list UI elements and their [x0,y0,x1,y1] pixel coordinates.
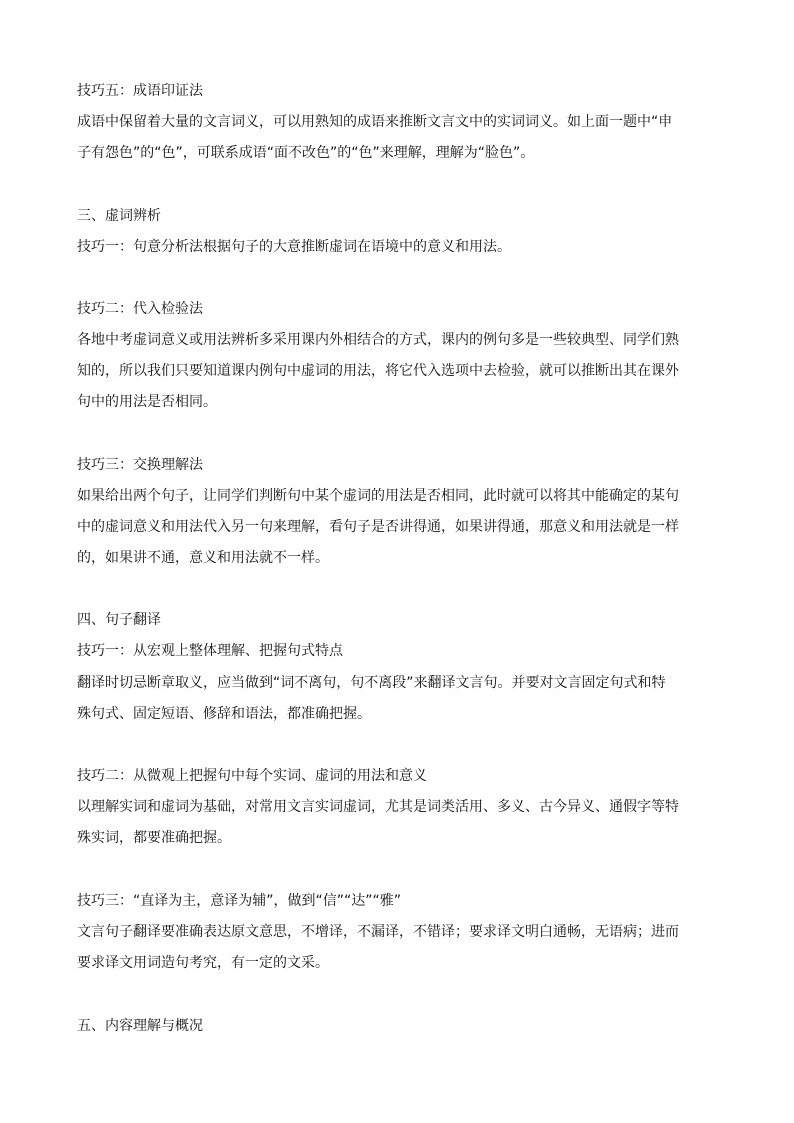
paragraph-line: 各地中考虚词意义或用法辨析多采用课内外相结合的方式，课内的例句多是一些较典型、同学们熟 [77,332,679,348]
tip3-heading: 技巧三：交换理解法 [77,457,203,473]
paragraph-line: 殊句式、固定短语、修辞和语法，都准确把握。 [77,706,371,722]
section-heading-translation: 四、句子翻译 [77,612,161,628]
paragraph-line: 殊实词，都要准确把握。 [77,830,231,846]
tip1-line: 技巧一：句意分析法根据句子的大意推断虚词在语境中的意义和用法。 [77,239,511,255]
paragraph-line: 知的，所以我们只要知道课内例句中虚词的用法，将它代入选项中去检验，就可以推断出其在课外 [77,363,679,379]
paragraph-line: 中的虚词意义和用法代入另一句来理解，看句子是否讲得通，如果讲得通，那意义和用法就是一样 [77,519,679,535]
tip2-heading: 技巧二：代入检验法 [77,301,203,317]
paragraph-line: 句中的用法是否相同。 [77,394,217,410]
paragraph-line: 成语中保留着大量的文言词义，可以用熟知的成语来推断文言文中的实词词义。如上面一题中“申 [77,114,673,130]
tip2-heading: 技巧二：从微观上把握句中每个实词、虚词的用法和意义 [77,768,427,784]
paragraph-line: 翻译时切忌断章取义，应当做到“词不离句，句不离段”来翻译文言句。并要对文言固定句式和特 [77,675,666,691]
tip1-heading: 技巧一：从宏观上整体理解、把握句式特点 [77,643,343,659]
paragraph-line: 文言句子翻译要准确表达原文意思，不增译，不漏译，不错译；要求译文明白通畅，无语病；进而 [77,924,679,940]
section-heading-function-words: 三、虚词辨析 [77,208,161,224]
paragraph-line: 子有怨色”的“色”，可联系成语“面不改色”的“色”来理解，理解为“脸色”。 [77,145,535,161]
paragraph-line: 如果给出两个句子，让同学们判断句中某个虚词的用法是否相同，此时就可以将其中能确定的某句 [77,488,679,504]
paragraph-line: 的，如果讲不通，意义和用法就不一样。 [77,550,329,566]
paragraph-line: 以理解实词和虚词为基础，对常用文言实词虚词，尤其是词类活用、多义、古今异义、通假字等特 [77,799,679,815]
section-heading-content: 五、内容理解与概况 [77,1018,203,1034]
tip3-heading: 技巧三：“直译为主，意译为辅”，做到“信”“达”“雅” [77,893,402,909]
tip5-heading: 技巧五：成语印证法 [77,83,203,99]
paragraph-line: 要求译文用词造句考究，有一定的文采。 [77,955,329,971]
